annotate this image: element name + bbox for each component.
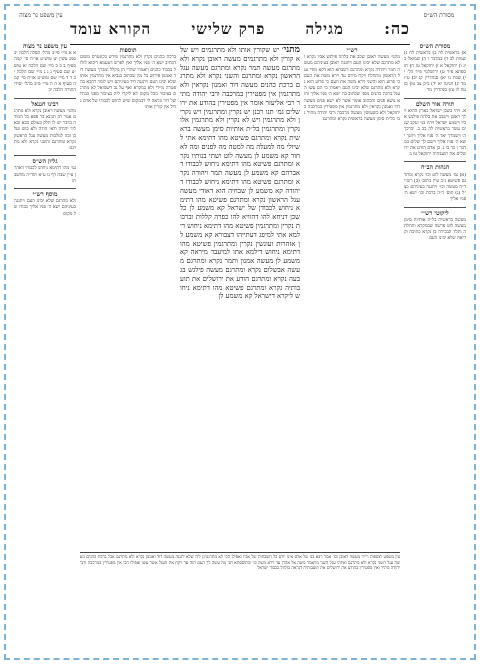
left-margin-section-title: רבינו חננאל: [31, 100, 59, 108]
right-margin-section-title: מסורת הש״ס: [419, 43, 451, 50]
corner-label-right: מסורת הש״ס: [423, 12, 455, 19]
right-margin-section-body: מעשה בראשית בל״ת אותיות סימן מעשה לוט פרשה שבמקרא ותחלתה ותלד הבכירה בן נקרא כתיבה וקריאה שלא יבינו העם: [404, 217, 466, 242]
main-text-column: [180, 46, 300, 546]
right-margin-section-body: א. ויהי בשכן ישראל בארץ ההוא וילך ראובן וישכב את בלהה פילגש אביו וישמע ישראל ויהיו בני יעקב שנים עשר בראשית לה כב ב. יברכך ה׳ וישמרך יאר ה׳ פניו אליך ויחנך ישא ה׳ פניו אליך וישם לך שלום במדבר ו כד כו ג. בן אדם הודע את ירושלים את תועבתיה יחזקאל טז ב: [404, 108, 466, 158]
right-margin-section-title: ליקוטי רש״י: [421, 209, 449, 217]
chapter-name: הקורא עומד: [70, 19, 152, 38]
crop-border-left: [4, 4, 6, 660]
right-margin-section-title: תורה אור השלם: [415, 100, 455, 108]
corner-label-left: עין משפט נר מצוה: [19, 12, 63, 19]
right-margin-column: [404, 42, 466, 638]
bottom-commentary-body: עין משפט תוספות רי״ד מעשה ראובן וכו׳ אמר רבא בנו של אדם אינו יודע כל השבחות של אביו ואפילו הכי לא מתרגמינן ליה שלא יתגנה מעשה דוד ואמנון נקרא ולא מתרגם אבל ברכת כהנים מעשה עגל השני נקרא ולא מתרגם ואיזהו עגל השני מויאמר משה אל אהרן עד וירא משה כו׳ ובתוספתא תני מה עשה לך העם הזה עד ויקח את העגל אשר עשו ואפילו הכי אין מפטירין במרכבה ורבי יהודה מתיר ואין מפטירין בהודע את ירושלים את תועבותיה דנראה כזלזול בכבוד ישראל: [80, 555, 400, 572]
tosafot-column: [80, 46, 176, 546]
divider: [404, 161, 466, 162]
rashi-title: רש״י: [346, 47, 358, 54]
bottom-commentary: [80, 552, 400, 651]
right-margin-section-body: א) בראשית לה ב) בראשית לח ג) שמות לב ד) במדבר ו ה) שמואל ב יג ו) יחזקאל א ז) יחזקאל טז ח) תוספתא פ״ד ט) ירושלמי פ״ד הל׳ י י) שבת נו יא) סנהדרין קג יב) ע״ז מד יג) חגיגה יא יד) ב״ק צב טו) סוטה לו טז) סנהדרין מד: [404, 51, 466, 94]
left-margin-section-body: ולא מתרגם שלא יבינו העם ויתגנה בעיניהם ישא ה׳ פניו אליך כבודו של מקום: [14, 199, 76, 217]
crop-border-bottom: [4, 658, 476, 660]
left-margin-section-title: גליון הש״ס: [32, 158, 58, 166]
left-margin-column: [14, 42, 76, 638]
main-text-opening: מתני׳: [281, 46, 300, 55]
left-margin-section-body: מתני׳ מעשה ראובן נקרא ולא מתרגם אמר רב חנינא בר פפא כל המודה בדבר יש לו חלק בעולם הבא ובא ליד יהודה ודאי הודה ולא בוש ועל כן זכה למלכות מעשה עגל הראשון נקרא ומתרגם והשני נקרא ולא מתרגם: [14, 108, 76, 152]
crop-border-top: [4, 4, 476, 6]
left-margin-section-body: א א מיי׳ פי״ב מהל׳ תפלה הלכה יב סמג עשין יט טוש״ע או״ח סי׳ קמה סעיף ב ב ב מיי׳ שם הלכה יא טוש״ע שם סעיף ג ג ג מיי׳ שם הלכה יב ד ד מיי׳ שם טוש״ע או״ח סי׳ קמה סעיף א ה ה מיי׳ פ״ב מהל׳ יסודי התורה הלכה יב: [14, 51, 76, 94]
right-margin-section-title: הגהות הב״ח: [420, 164, 450, 172]
main-text-body: יש שקורין אותו ולא מתרגמים ויש שלא קורין ולא מתרגמים מעשה ראובן נקרא ולא מתרגם מעשה תמר נקרא ומתרגם מעשה עגל הראשון נקרא ומתרגם והשני נקרא ולא מתרגם ברכת כהנים מעשה דוד ואמנון נקראין ולא מתרגמין אין מפטירין במרכבה ורבי יהודה מתיר רבי אליעזר אומר אין מפטירין בהודע את ירושלים גמ׳ תנו רבנן יש נקרין ומתרגמין ויש נקרין ולא מתרגמין ויש לא נקרין ולא מתרגמין אלו נקרין ומתרגמין בל״ת אותיות סימן מעשה בראשית נקרא ומתרגם פשיטא מהו דתימא אתי לשיולי מה למעלה מה למטה מה לפנים ומה לאחור קא משמע לן מעשה לוט ושתי בנותיו נקרא ומתרגם פשיטא מהו דתימא ניחוש לכבודו דאברהם קא משמע לן מעשה תמר ויהודה נקרא ומתרגם פשיטא מהו דתימא ניחוש לכבודו דיהודה קא משמע לן שבחיה הוא דאודי מעשה עגל הראשון נקרא ומתרגם פשיטא מהו דתימא ניחוש לכבודן של ישראל קא משמע לן כל שכן דניחא להו דהוויא להו כפרה קללות וברכות נקרין ומתרגמין פשיטא מהו דתימא ניחוש דילמא אתי למיפג דעתייהו דצבורא קא משמע לן אזהרות ועונשין נקרין ומתרגמין פשיטא מהו דתימא ניחוש דילמא אתו למיעבד מיראה קא משמע לן מעשה אמנון ותמר נקרא ומתרגם מעשה אבשלום נקרא ומתרגם מעשה פילגש בגבעה נקרא ומתרגם הודע את ירושלים את תועבותיה נקרא ומתרגם פשיטא מהו דתימא ניחוש ליקרא דישראל קא משמע לן: [180, 46, 300, 301]
chapter-number: פרק שלישי: [191, 19, 266, 38]
divider: [404, 207, 466, 208]
rashi-column: [304, 46, 400, 546]
divider: [14, 188, 76, 189]
divider: [14, 155, 76, 156]
tosafot-body: ברכת כהנים נקרין ולא מתרגמין פירש בקונטרס משום דכתיב ישא ה׳ פניו אליך ואין לפרש דטעמא דיבוא לזלזל בכבוד כהנים ויאמרו שהרי הן מקלל ומברך מעשה דוד ואמנון פירוש כל מה שכתוב בנביא אין מתרגמין אותו שלא יבינו העם ויתגנה דוד בעיניהם ויש לומר דהכא בהפטרה מיירי ולא במקרא ואף על גב דשמואל לא מתרגם בציבור מכל מקום לא ליקרי ליה בציבור מפני כבודו של דוד ונראה לי דבמקום שיש לחוש לכבודו של אדם גדול אין קורין אותו: [80, 55, 176, 110]
page-header: [70, 16, 410, 45]
right-margin-section-body: (א) גמ׳ מעשה לוט וכו׳ נקרא ומתרגם פשיטא נ״ב עיין בתוס׳ (ב) רש״י ד״ה מעשה וכו׳ ויתגנה בעיניהם כצ״ל (ג) תוס׳ ד״ה ברכת וכו׳ ישא ה׳ פניו אליך: [404, 172, 466, 203]
tosafot-title: תוספות: [119, 47, 137, 54]
talmud-page: [14, 12, 466, 652]
left-margin-section-body: גמ׳ מהו דתימא ניחוש לכבודו דאהרן עיין שבת דף נו ע״א תוד״ה מחשבתו: [14, 166, 76, 184]
left-margin-section-title: מוסף רש״י: [32, 191, 58, 199]
divider: [14, 98, 76, 99]
left-margin-section-title: עין משפט נר מצוה: [22, 43, 68, 50]
tractate-name: מגילה: [305, 19, 344, 38]
rashi-body: מתני׳ מעשה ראובן שכב את בלהה פילגש אביו נקרא ולא מתרגם שלא יבינו העם ויתגנה ראובן בעיניהם מעשה תמר ויהודה נקרא ומתרגם דשבחא הוא דקא מודי עגל הראשון מתחלת ויקח מידם עד וירא משה את העם כי פרוע הוא והשני וירא משה את העם כי פרוע הוא נקרא ולא מתרגם שלא יבינו העם ויאמרו כי הם עשו העגל ברכת כהנים מפני שכתוב בה ישא ה׳ פניו אליך והוא נושא פנים והכתוב אומר אשר לא ישא פנים מעשה דוד ואמנון נקראין ולא מתרגמין אין מפטירין במרכבה ביחזקאל ולא כשעושין מעשה מרכבה ורבי יהודה מתיר גמ׳ בל״ת סימן מעשה בראשית נקרא ומתרגם: [304, 55, 400, 123]
page-number: כה:: [384, 19, 410, 38]
divider: [404, 98, 466, 99]
crop-border-right: [474, 4, 476, 660]
